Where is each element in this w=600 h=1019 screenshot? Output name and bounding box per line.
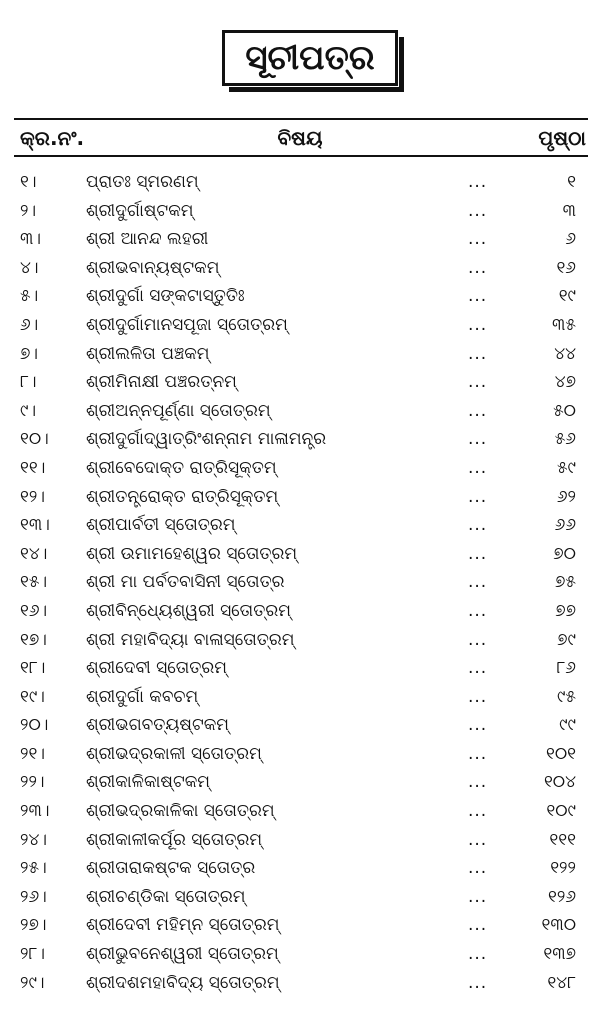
toc-entry-page: ୪୭ [554,372,576,393]
toc-entry-number: ୬। [20,314,39,335]
toc-entry-page: ୫୦ [553,400,576,421]
toc-entry-title: ଶ୍ରୀବେଦୋକ୍ତ ରାତ୍ରିସୂକ୍ତମ୍ [86,457,277,478]
toc-entry-number: ୨୬। [20,886,47,907]
toc-entry-page: ୧୦୧ [545,743,576,764]
toc-entry-title: ଶ୍ରୀଭଦ୍ରକାଳୀ ସ୍ତୋତ୍ରମ୍ [86,743,262,764]
toc-entry-number: ୧୬। [20,600,48,621]
toc-leader-dots: ... [468,972,488,993]
toc-entry-number: ୨୯। [20,972,45,993]
toc-entry-title: ଶ୍ରୀତାରାକଷ୍ଟକ ସ୍ତୋତ୍ର [86,858,256,879]
toc-row [0,340,600,369]
toc-entry-title: ଶ୍ରୀଲଳିତା ପଞ୍ଚକମ୍ [86,343,210,364]
column-header-serial: କ୍ର.ନଂ. [20,126,85,150]
toc-entry-number: ୧୮। [20,658,46,679]
toc-entry-page: ୪୪ [554,343,576,364]
toc-row [0,883,600,912]
toc-entry-page: ୧୨୨ [550,858,576,879]
toc-row [0,969,600,998]
toc-entry-number: ୨୨। [20,772,45,793]
toc-row [0,254,600,283]
toc-entry-title: ଶ୍ରୀଦେବୀ ସ୍ତୋତ୍ରମ୍ [86,658,227,679]
toc-entry-title: ଶ୍ରୀଚଣ୍ଡିକା ସ୍ତୋତ୍ରମ୍ [86,886,246,907]
toc-entry-number: ୫। [20,286,39,307]
toc-entry-number: ୧୪। [20,543,48,564]
toc-entry-title: ଶ୍ରୀଦୁର୍ଗା ସଙ୍କଟାସ୍ତୁତିଃ [86,286,245,307]
toc-row [0,683,600,712]
toc-entry-title: ଶ୍ରୀଭବାନ୍ୟଷ୍ଟକମ୍ [86,257,220,278]
header-top-rule [14,118,588,120]
toc-entry-page: ୭୭ [555,600,576,621]
toc-entry-page: ୧୪୮ [547,972,576,993]
toc-entry-title: ଶ୍ରୀ ଉମାମହେଶ୍ୱର ସ୍ତୋତ୍ରମ୍ [86,543,298,564]
toc-entry-number: ୨୩। [20,801,50,822]
toc-row [0,368,600,397]
toc-leader-dots: ... [468,457,488,478]
toc-leader-dots: ... [468,715,488,736]
toc-entry-number: ୨୪। [20,829,48,850]
toc-entry-page: ୧୦୪ [543,772,576,793]
toc-entry-title: ଶ୍ରୀକାଳୀକର୍ପୂର ସ୍ତୋତ୍ରମ୍ [86,829,263,850]
toc-leader-dots: ... [468,343,488,364]
toc-row [0,568,600,597]
toc-row [0,626,600,655]
toc-entry-number: ୨୦। [20,715,49,736]
toc-entry-title: ଶ୍ରୀଅନ୍ନପୂର୍ଣ୍ଣା ସ୍ତୋତ୍ରମ୍ [86,400,271,421]
toc-leader-dots: ... [468,686,488,707]
toc-row [0,940,600,969]
toc-leader-dots: ... [468,801,488,822]
toc-entry-number: ୧। [20,172,37,192]
toc-leader-dots: ... [468,486,488,507]
toc-row [0,911,600,940]
toc-leader-dots: ... [468,886,488,907]
toc-entry-page: ୫୬ [554,429,576,450]
toc-row [0,197,600,226]
column-header-subject: ବିଷୟ [277,126,323,150]
toc-entry-number: ୧୯। [20,686,45,707]
toc-entry-page: ୭୦ [553,543,576,564]
toc-entry-title: ଶ୍ରୀପାର୍ବତୀ ସ୍ତୋତ୍ରମ୍ [86,515,236,536]
toc-leader-dots: ... [468,372,488,393]
toc-row [0,511,600,540]
toc-leader-dots: ... [468,629,488,650]
toc-entry-title: ଶ୍ରୀଦୁର୍ଗା କବଚମ୍ [86,686,199,707]
toc-entry-page: ୧୦୯ [546,801,576,822]
toc-entry-title: ଶ୍ରୀ ମହାବିଦ୍ୟା ବାଳାସ୍ତୋତ୍ରମ୍ [86,629,295,650]
toc-entry-number: ୨। [20,200,37,221]
toc-row [0,225,600,254]
toc-leader-dots: ... [468,658,488,679]
toc-entry-title: ଶ୍ରୀକାଳିକାଷ୍ଟକମ୍ [86,772,210,793]
toc-leader-dots: ... [468,200,488,221]
toc-row [0,797,600,826]
toc-leader-dots: ... [468,600,488,621]
toc-leader-dots: ... [468,172,488,192]
toc-entry-page: ୧୩୭ [543,944,576,965]
toc-entry-number: ୧୫। [20,572,48,593]
toc-row [0,168,600,197]
toc-entry-page: ୬ [565,229,576,250]
toc-entry-page: ୧୧୧ [549,829,576,850]
toc-entry-title: ଶ୍ରୀଦଶମହାବିଦ୍ୟ ସ୍ତୋତ୍ରମ୍ [86,972,280,993]
toc-entry-page: ୧ [567,172,576,192]
toc-leader-dots: ... [468,314,488,335]
toc-entry-title: ଶ୍ରୀଦୁର୍ଗାଷ୍ଟକମ୍ [86,200,194,221]
toc-entry-title: ଶ୍ରୀତନ୍ତ୍ରୋକ୍ତ ରାତ୍ରିସୂକ୍ତମ୍ [86,486,279,507]
toc-entry-page: ୩ [562,200,576,221]
toc-entry-title: ଶ୍ରୀ ମା ପର୍ବତବାସିନୀ ସ୍ତୋତ୍ର [86,572,285,593]
toc-entry-page: ୧୬ [556,257,576,278]
toc-entry-page: ୧୨୬ [548,886,576,907]
toc-entry-title: ପ୍ରାତଃ ସ୍ମରଣମ୍ [86,172,199,192]
toc-entry-title: ଶ୍ରୀମିନାକ୍ଷୀ ପଞ୍ଚରତ୍ନମ୍ [86,372,237,393]
toc-entry-number: ୧୦। [20,429,49,450]
toc-leader-dots: ... [468,572,488,593]
toc-entry-number: ୨୭। [20,915,47,936]
toc-row [0,540,600,569]
toc-row [0,311,600,340]
toc-entry-number: ୨୫। [20,858,47,879]
toc-entry-number: ୨୮। [20,944,45,965]
page-title-text: ସୂଚୀପତ୍ର [245,38,375,78]
toc-entry-page: ୧୯ [558,286,576,307]
toc-entry-title: ଶ୍ରୀଦୁର୍ଗାମାନସପୂଜା ସ୍ତୋତ୍ରମ୍ [86,314,288,335]
toc-entry-number: ୭। [20,343,39,364]
toc-row [0,282,600,311]
toc-leader-dots: ... [468,286,488,307]
toc-row [0,397,600,426]
toc-entry-page: ୬୨ [556,486,576,507]
toc-entry-title: ଶ୍ରୀଦେବୀ ମହିମ୍ନ ସ୍ତୋତ୍ରମ୍ [86,915,280,936]
toc-entry-number: ୨୧। [20,743,45,764]
toc-row [0,454,600,483]
toc-leader-dots: ... [468,772,488,793]
toc-leader-dots: ... [468,858,488,879]
toc-leader-dots: ... [468,915,488,936]
toc-entry-title: ଶ୍ରୀ ଆନନ୍ଦ ଲହରୀ [86,229,209,250]
toc-row [0,740,600,769]
page-title [222,30,398,86]
header-bottom-rule [14,155,588,157]
toc-entry-page: ୭୯ [557,629,576,650]
toc-row [0,597,600,626]
toc-entry-number: ୮। [20,372,37,393]
toc-entry-page: ୯୫ [556,686,576,707]
toc-entry-page: ୯୯ [559,715,576,736]
toc-entry-page: ୩୫ [552,314,576,335]
toc-leader-dots: ... [468,515,488,536]
toc-entry-page: ୬୬ [554,515,576,536]
toc-entry-title: ଶ୍ରୀବିନ୍ଧ୍ୟେଶ୍ୱରୀ ସ୍ତୋତ୍ରମ୍ [86,600,291,621]
toc-leader-dots: ... [468,829,488,850]
toc-entry-title: ଶ୍ରୀଭୁବନେଶ୍ୱରୀ ସ୍ତୋତ୍ରମ୍ [86,944,279,965]
column-header-page: ପୃଷ୍ଠା [538,126,586,150]
toc-row [0,654,600,683]
toc-row [0,425,600,454]
toc-leader-dots: ... [468,743,488,764]
toc-row [0,854,600,883]
toc-entry-page: ୮୬ [556,658,576,679]
toc-entry-number: ୧୧। [20,457,46,478]
toc-entry-page: ୫୯ [556,457,576,478]
toc-leader-dots: ... [468,543,488,564]
toc-entry-title: ଶ୍ରୀଭଗବତ୍ୟଷ୍ଟକମ୍ [86,715,230,736]
toc-entry-title: ଶ୍ରୀଦୁର୍ଗାଦ୍ୱାତ୍ରିଂଶନ୍ନାମ ମାଳାମନ୍ତ୍ର [86,429,327,450]
toc-leader-dots: ... [468,229,488,250]
toc-entry-number: ୧୩। [20,515,50,536]
toc-entry-number: ୧୭। [20,629,47,650]
toc-entry-page: ୧୩୦ [541,915,576,936]
toc-leader-dots: ... [468,257,488,278]
toc-row [0,826,600,855]
toc-leader-dots: ... [468,400,488,421]
toc-row [0,483,600,512]
toc-entry-page: ୭୫ [554,572,576,593]
toc-entry-number: ୩। [20,229,42,250]
toc-entry-number: ୪। [20,257,39,278]
toc-leader-dots: ... [468,944,488,965]
toc-entry-number: ୯। [20,400,37,421]
toc-leader-dots: ... [468,429,488,450]
toc-row [0,768,600,797]
table-of-contents [0,168,600,997]
toc-entry-title: ଶ୍ରୀଭଦ୍ରକାଳିକା ସ୍ତୋତ୍ରମ୍ [86,801,275,822]
toc-row [0,711,600,740]
toc-entry-number: ୧୨। [20,486,45,507]
